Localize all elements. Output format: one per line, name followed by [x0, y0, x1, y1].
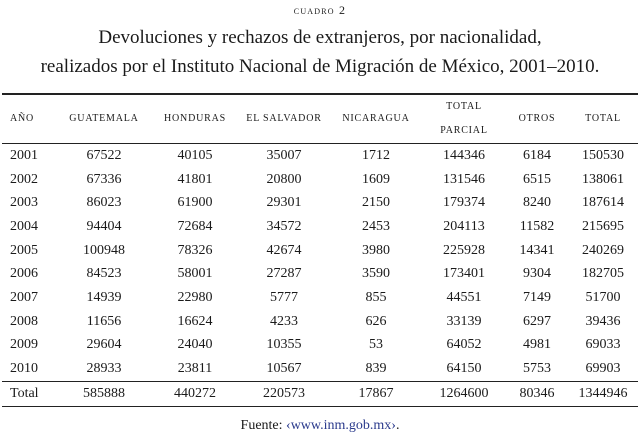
value-cell: 67522 [86, 147, 122, 163]
table-row [2, 239, 638, 263]
value-cell: 204113 [443, 218, 485, 234]
value-cell: 220573 [238, 381, 330, 406]
value-cell: 5777 [270, 289, 298, 305]
value-cell: 585888 [56, 381, 152, 406]
value-cell: 5753 [523, 361, 551, 377]
value-cell: 10355 [266, 337, 302, 353]
value-cell: 29301 [266, 195, 302, 211]
value-cell: 22980 [177, 289, 213, 305]
value-cell: 20800 [266, 171, 302, 187]
column-header: OTROS [506, 94, 568, 144]
value-cell: 150530 [582, 147, 624, 163]
value-cell: 626 [365, 313, 387, 329]
value-cell: 44551 [446, 289, 482, 305]
value-cell: 182705 [582, 266, 624, 282]
value-cell: 69903 [585, 361, 621, 377]
value-cell: 58001 [177, 266, 213, 282]
value-cell: 40105 [177, 147, 213, 163]
value-cell: 1609 [362, 171, 390, 187]
value-cell: 23811 [177, 361, 213, 377]
table-title-line-2: realizados por el Instituto Nacional de Migración de México, 2001–2010. [40, 56, 600, 77]
value-cell: 64150 [446, 361, 482, 377]
value-cell: 84523 [86, 266, 122, 282]
table-header [2, 94, 638, 144]
value-cell: 39436 [585, 313, 621, 329]
value-cell: 64052 [446, 337, 482, 353]
value-cell: 78326 [177, 242, 213, 258]
table-row [2, 191, 638, 215]
table-row [2, 144, 638, 168]
table-row [2, 310, 638, 334]
column-header: AÑO [2, 94, 56, 144]
value-cell: 225928 [443, 242, 485, 258]
value-cell: 61900 [177, 195, 213, 211]
value-cell: 839 [365, 361, 387, 377]
header-row [2, 94, 638, 144]
value-cell: 94404 [86, 218, 122, 234]
value-cell: 11582 [519, 218, 555, 234]
value-cell: 67336 [86, 171, 122, 187]
table-title-line-1: Devoluciones y rechazos de extranjeros, por nacionalidad, [98, 27, 542, 48]
value-cell: 8240 [523, 195, 551, 211]
value-cell: 131546 [443, 171, 485, 187]
value-cell: 3590 [362, 266, 390, 282]
value-cell: 41801 [177, 171, 213, 187]
value-cell: 35007 [266, 147, 302, 163]
year-cell: 2003 [10, 195, 38, 211]
total-row [2, 381, 638, 406]
value-cell: 51700 [585, 289, 621, 305]
value-cell: 9304 [523, 266, 551, 282]
value-cell: 179374 [443, 195, 485, 211]
value-cell: 14341 [519, 242, 555, 258]
value-cell: 11656 [86, 313, 122, 329]
table-body [2, 144, 638, 407]
column-header: HONDURAS [152, 94, 238, 144]
year-cell: 2009 [10, 337, 38, 353]
value-cell: 42674 [266, 242, 302, 258]
value-cell: 7149 [523, 289, 551, 305]
value-cell: 2150 [362, 195, 390, 211]
value-cell: 1344946 [568, 381, 638, 406]
value-cell: 72684 [177, 218, 213, 234]
table-row [2, 357, 638, 381]
source-note [0, 418, 640, 434]
value-cell: 138061 [582, 171, 624, 187]
value-cell: 34572 [266, 218, 302, 234]
year-cell: Total [2, 381, 56, 406]
value-cell: 69033 [585, 337, 621, 353]
value-cell: 14939 [86, 289, 122, 305]
table-row [2, 286, 638, 310]
column-header: NICARAGUA [330, 94, 422, 144]
value-cell: 855 [365, 289, 387, 305]
value-cell: 215695 [582, 218, 624, 234]
year-cell: 2004 [10, 218, 38, 234]
column-header: TOTAL [568, 94, 638, 144]
value-cell: 440272 [152, 381, 238, 406]
value-cell: 2453 [362, 218, 390, 234]
value-cell: 6184 [523, 147, 551, 163]
year-cell: 2007 [10, 289, 38, 305]
column-header: GUATEMALA [56, 94, 152, 144]
column-header: EL SALVADOR [238, 94, 330, 144]
source-link[interactable]: ‹www.inm.gob.mx› [286, 418, 396, 433]
source-suffix: . [395, 418, 400, 433]
value-cell: 173401 [443, 266, 485, 282]
value-cell: 33139 [446, 313, 482, 329]
value-cell: 4981 [523, 337, 551, 353]
value-cell: 16624 [177, 313, 213, 329]
value-cell: 1264600 [422, 381, 506, 406]
value-cell: 28933 [86, 361, 122, 377]
table-row [2, 168, 638, 192]
table-row [2, 334, 638, 358]
value-cell: 10567 [266, 361, 302, 377]
year-cell: 2002 [10, 171, 38, 187]
value-cell: 17867 [330, 381, 422, 406]
value-cell: 4233 [270, 313, 298, 329]
table-label: cuadro 2 [293, 3, 347, 17]
table-row [2, 215, 638, 239]
value-cell: 27287 [266, 266, 302, 282]
value-cell: 6297 [523, 313, 551, 329]
column-header: TOTAL PARCIAL [422, 94, 506, 144]
value-cell: 100948 [83, 242, 125, 258]
value-cell: 53 [369, 337, 383, 353]
year-cell: 2010 [10, 361, 38, 377]
year-cell: 2001 [10, 147, 38, 163]
source-prefix: Fuente: [240, 418, 287, 433]
value-cell: 240269 [582, 242, 624, 258]
year-cell: 2006 [10, 266, 38, 282]
value-cell: 3980 [362, 242, 390, 258]
value-cell: 144346 [443, 147, 485, 163]
deportations-table [2, 93, 638, 407]
value-cell: 86023 [86, 195, 122, 211]
value-cell: 1712 [362, 147, 390, 163]
value-cell: 29604 [86, 337, 122, 353]
value-cell: 6515 [523, 171, 551, 187]
table-row [2, 262, 638, 286]
year-cell: 2005 [10, 242, 38, 258]
year-cell: 2008 [10, 313, 38, 329]
value-cell: 80346 [506, 381, 568, 406]
value-cell: 187614 [582, 195, 624, 211]
value-cell: 24040 [177, 337, 213, 353]
